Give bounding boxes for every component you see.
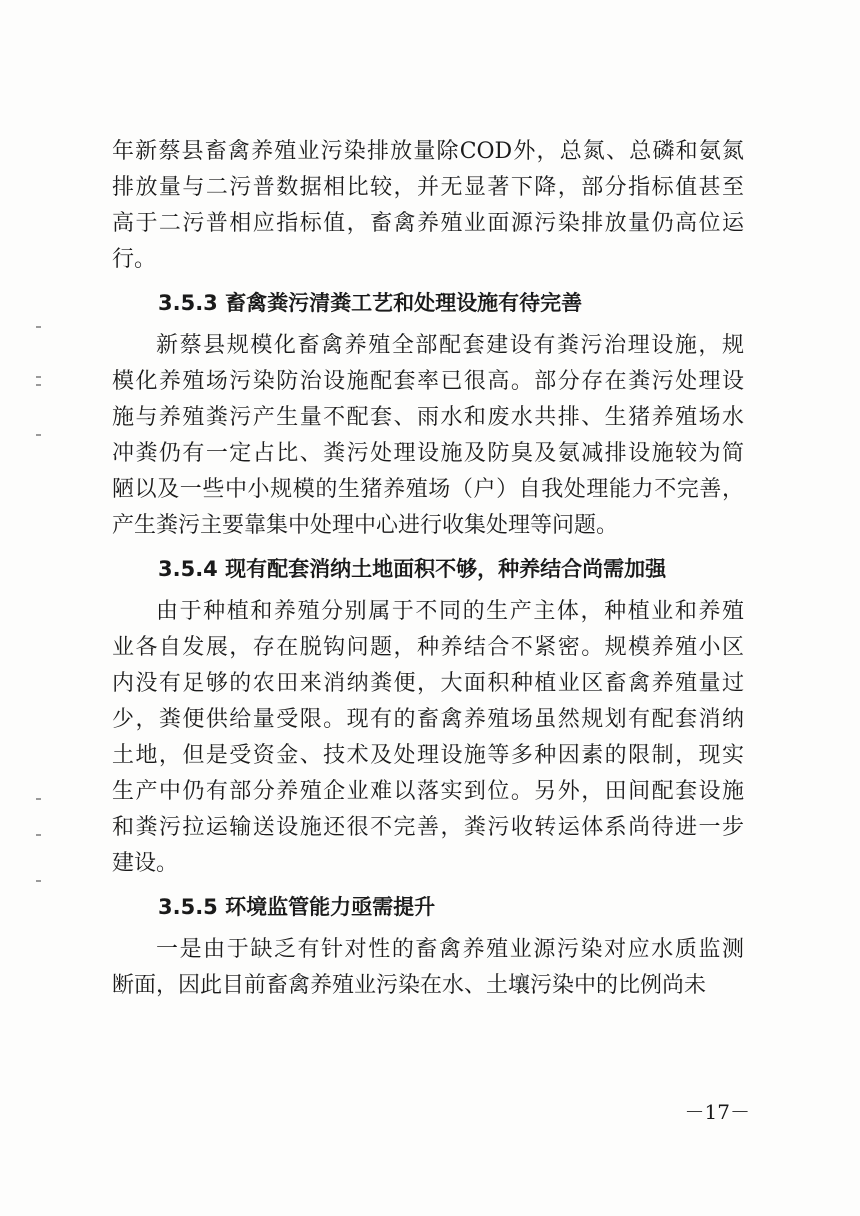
paragraph	[112, 328, 744, 544]
paragraph-line: 土地，但是受资金、技术及处理设施等多种因素的限制，现实	[112, 743, 744, 768]
paragraph-line: 年新蔡县畜禽养殖业污染排放量除COD外，总氮、总磷和氨氮	[112, 139, 744, 164]
paragraph-line: 模化养殖场污染防治设施配套率已很高。部分存在粪污处理设	[112, 369, 744, 394]
section-heading: 3.5.5 环境监管能力亟需提升	[158, 895, 436, 919]
section-heading: 3.5.4 现有配套消纳土地面积不够，种养结合尚需加强	[158, 557, 667, 581]
paragraph-line: 由于种植和养殖分别属于不同的生产主体，种植业和养殖	[156, 599, 744, 624]
paragraph-line: 产生粪污主要靠集中处理中心进行收集处理等问题。	[112, 513, 619, 538]
paragraph-line: 一是由于缺乏有针对性的畜禽养殖业源污染对应水质监测	[156, 937, 744, 962]
margin-mark	[36, 434, 41, 436]
paragraph-line: 内没有足够的农田来消纳粪便，大面积种植业区畜禽养殖量过	[112, 671, 744, 696]
paragraph-line: 断面，因此目前畜禽养殖业污染在水、土壤污染中的比例尚未	[112, 973, 707, 998]
margin-mark	[36, 880, 41, 882]
paragraph-line: 高于二污普相应指标值，畜禽养殖业面源污染排放量仍高位运	[112, 211, 744, 236]
paragraph-line: 排放量与二污普数据相比较，并无显著下降，部分指标值甚至	[112, 175, 744, 200]
paragraph-line: 和粪污拉运输送设施还很不完善，粪污收转运体系尚待进一步	[112, 815, 744, 840]
paragraph-line: 业各自发展，存在脱钩问题，种养结合不紧密。规模养殖小区	[112, 635, 744, 660]
document-body	[112, 134, 744, 1004]
margin-mark	[36, 798, 41, 800]
margin-mark	[36, 376, 41, 378]
paragraph-line: 少，粪便供给量受限。现有的畜禽养殖场虽然规划有配套消纳	[112, 707, 744, 732]
paragraph-line: 生产中仍有部分养殖企业难以落实到位。另外，田间配套设施	[112, 779, 744, 804]
section-heading: 3.5.3 畜禽粪污清粪工艺和处理设施有待完善	[158, 291, 583, 315]
paragraph	[112, 594, 744, 882]
paragraph	[112, 932, 744, 1004]
paragraph-line: 施与养殖粪污产生量不配套、雨水和废水共排、生猪养殖场水	[112, 405, 744, 430]
paragraph-line: 建设。	[112, 851, 179, 876]
page-number: －17－	[684, 1100, 750, 1124]
paragraph	[112, 134, 744, 278]
paragraph-line: 行。	[112, 247, 157, 272]
paragraph-line: 新蔡县规模化畜禽养殖全部配套建设有粪污治理设施，规	[156, 333, 744, 358]
margin-mark	[36, 326, 41, 328]
margin-mark	[36, 834, 41, 836]
margin-mark	[36, 384, 41, 386]
paragraph-line: 冲粪仍有一定占比、粪污处理设施及防臭及氨减排设施较为简	[112, 441, 744, 466]
paragraph-line: 陋以及一些中小规模的生猪养殖场（户）自我处理能力不完善，	[112, 477, 744, 502]
